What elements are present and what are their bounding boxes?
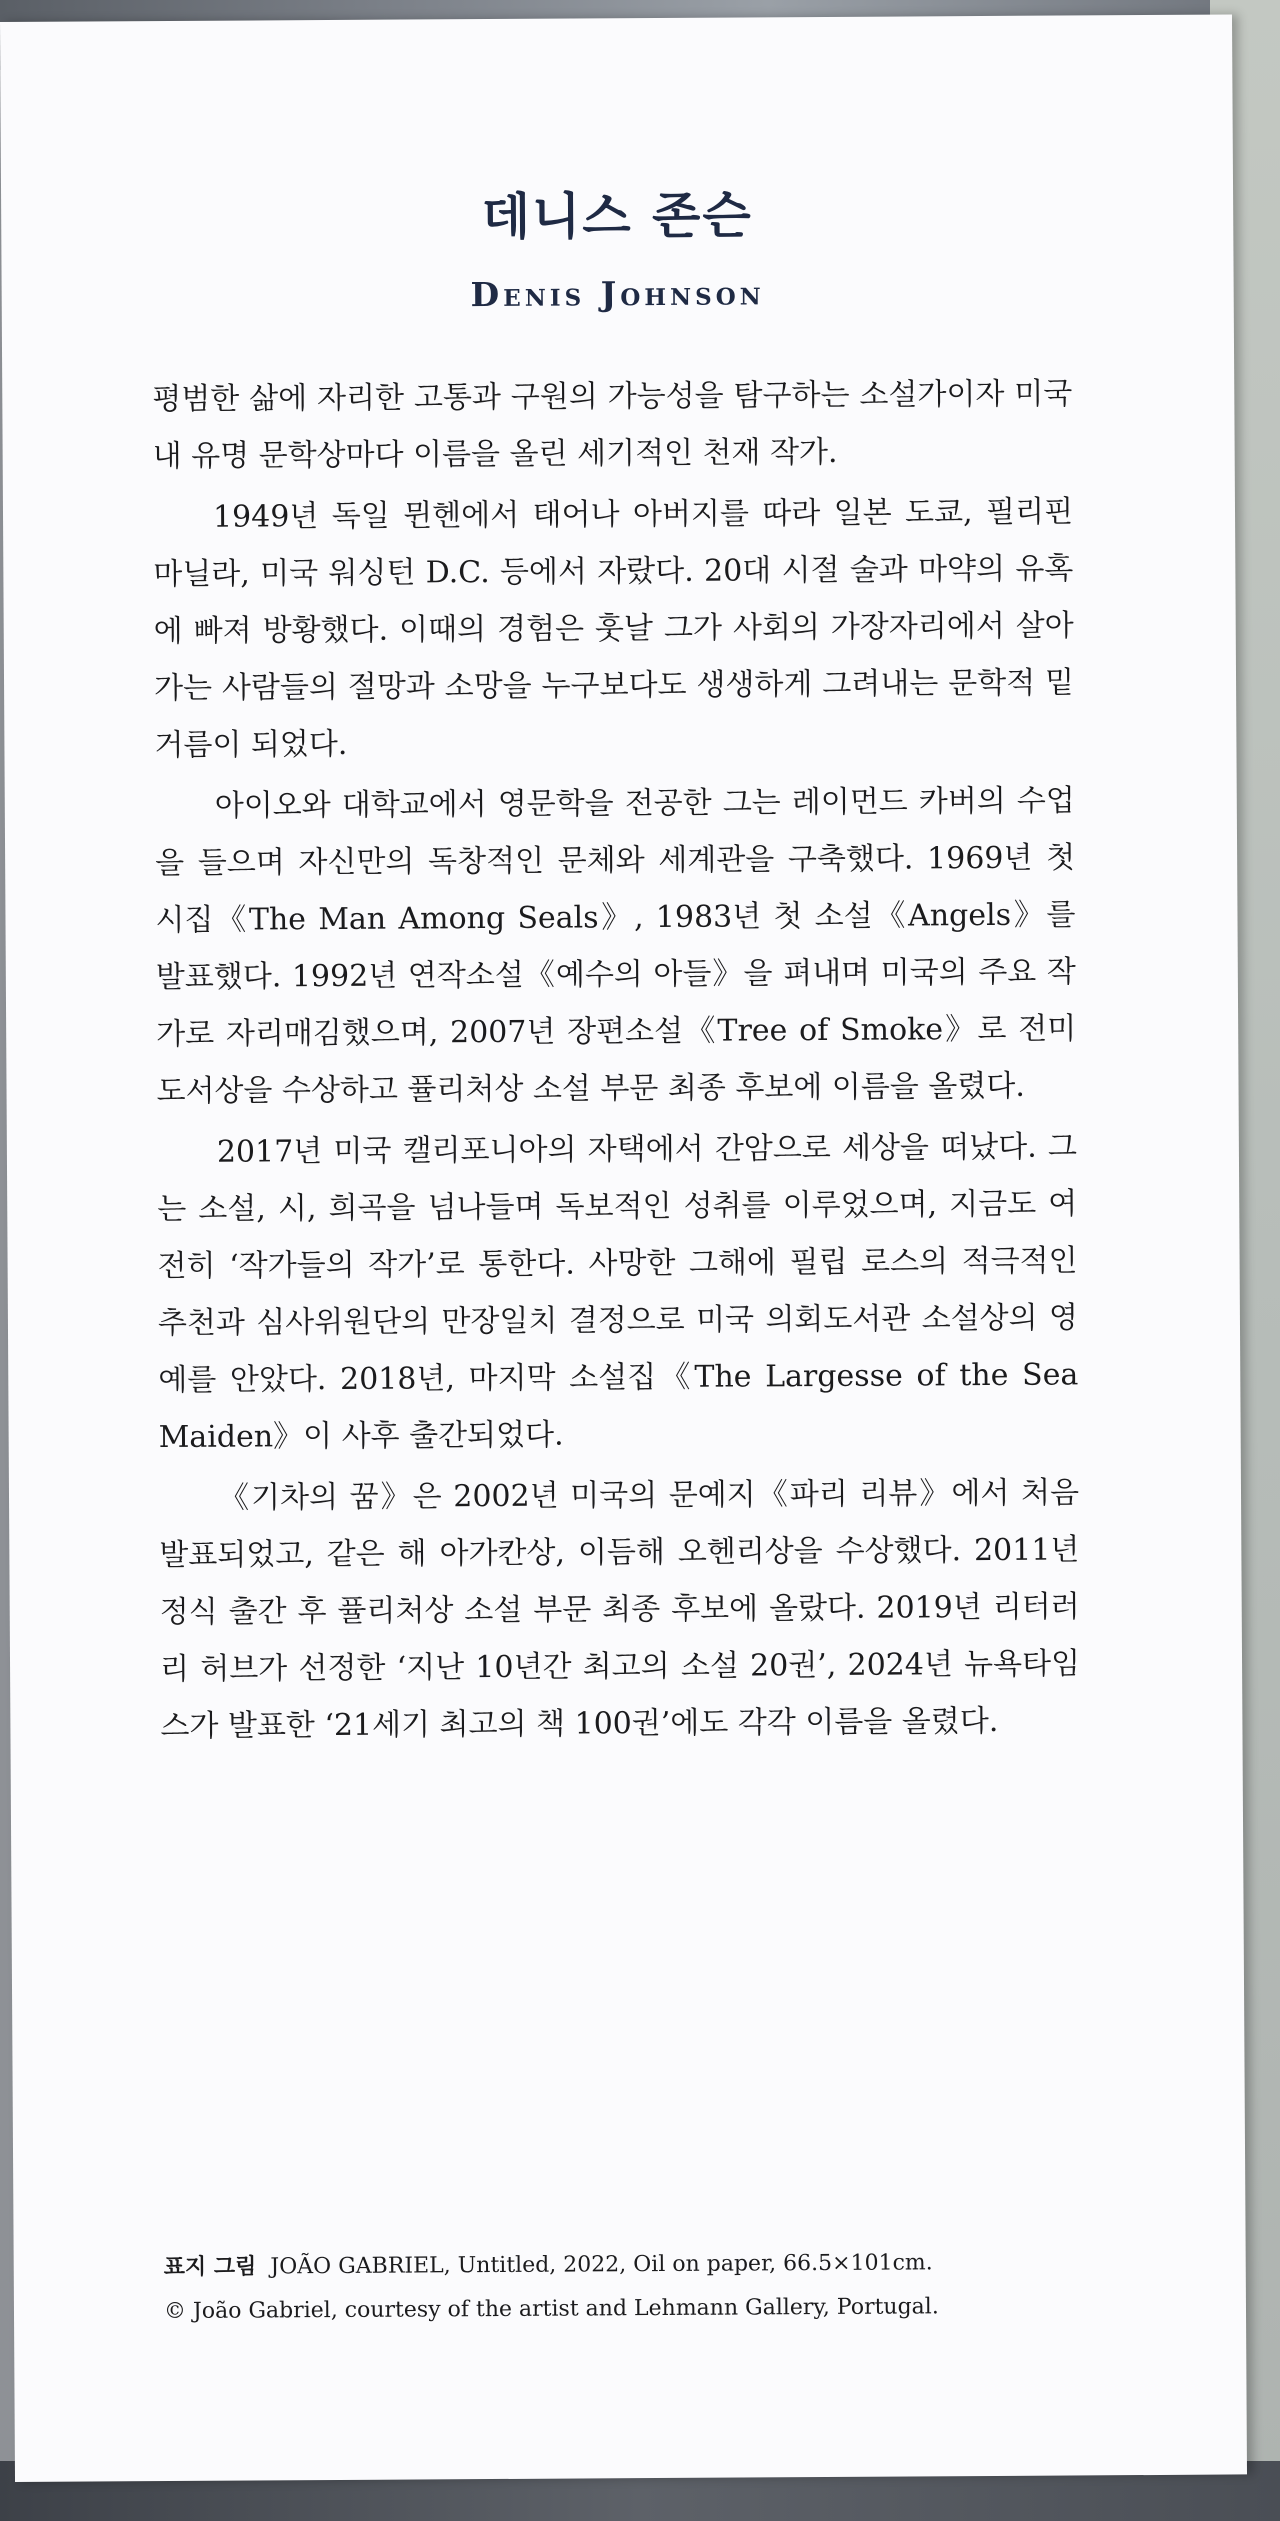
cover-art-label: 표지 그림: [163, 2254, 257, 2281]
copyright-line: © João Gabriel, courtesy of the artist and Lehmann Gallery, Portugal.: [163, 2294, 939, 2325]
bio-paragraph-career: 아이오와 대학교에서 영문학을 전공한 그는 레이먼드 카버의 수업을 들으며 자신만의 독창적인 문체와 세계관을 구축했다. 1969년 첫 시집《The Man Among Seals》, 1983년 첫 소설《Angels》를 발표했다. 1992년 연작소설《예수의 아들》을 펴내며 미국의 주요 작가로 자리매김했으며, 2007년 장편소설《Tree of Smoke》로 전미도서상을 수상하고 퓰리처상 소설 부문 최종 후보에 이름을 올렸다.: [155, 783, 1077, 1110]
bio-paragraph-death-legacy: 2017년 미국 캘리포니아의 자택에서 간암으로 세상을 떠났다. 그는 소설, 시, 희곡을 넘나들며 독보적인 성취를 이루었으며, 지금도 여전히 ‘작가들의 작가’로 통한다. 사망한 그해에 필립 로스의 적극적인 추천과 심사위원단의 만장일치 결정으로 미국 의회도서관 소설상의 영예를 안았다. 2018년, 마지막 소설집《The Largesse of the Sea Maiden》이 사후 출간되었다.: [157, 1129, 1079, 1456]
cover-art-credit: [164, 2240, 1125, 2334]
book-flap-page: [0, 14, 1247, 2481]
cover-art-details: JOÃO GABRIEL, Untitled, 2022, Oil on paper, 66.5×101cm.: [270, 2250, 933, 2280]
bio-paragraph-book: 《기차의 꿈》은 2002년 미국의 문예지《파리 리뷰》에서 처음 발표되었고, 같은 해 아가칸상, 이듬해 오헨리상을 수상했다. 2011년 정식 출간 후 퓰리처상 소설 부문 최종 후보에 올랐다. 2019년 리터러리 허브가 선정한 ‘지난 10년간 최고의 소설 20권’, 2024년 뉴욕타임스가 발표한 ‘21세기 최고의 책 100권’에도 각각 이름을 올렸다.: [159, 1475, 1081, 1745]
bio-paragraph-intro: 평범한 삶에 자리한 고통과 구원의 가능성을 탐구하는 소설가이자 미국 내 유명 문학상마다 이름을 올린 세기적인 천재 작가.: [152, 376, 1073, 475]
author-name-english: Denis Johnson: [470, 273, 765, 315]
bio-paragraph-early-life: 1949년 독일 뮌헨에서 태어나 아버지를 따라 일본 도쿄, 필리핀 마닐라, 미국 워싱턴 D.C. 등에서 자랐다. 20대 시절 술과 마약의 유혹에 빠져 방황했다. 이때의 경험은 훗날 그가 사회의 가장자리에서 살아가는 사람들의 절망과 소망을 누구보다도 생생하게 그려내는 문학적 밑거름이 되었다.: [153, 494, 1075, 764]
author-name-korean: 데니스 존슨: [481, 186, 753, 247]
author-biography: [152, 365, 1080, 1755]
cover-art-line: [164, 2240, 1124, 2290]
